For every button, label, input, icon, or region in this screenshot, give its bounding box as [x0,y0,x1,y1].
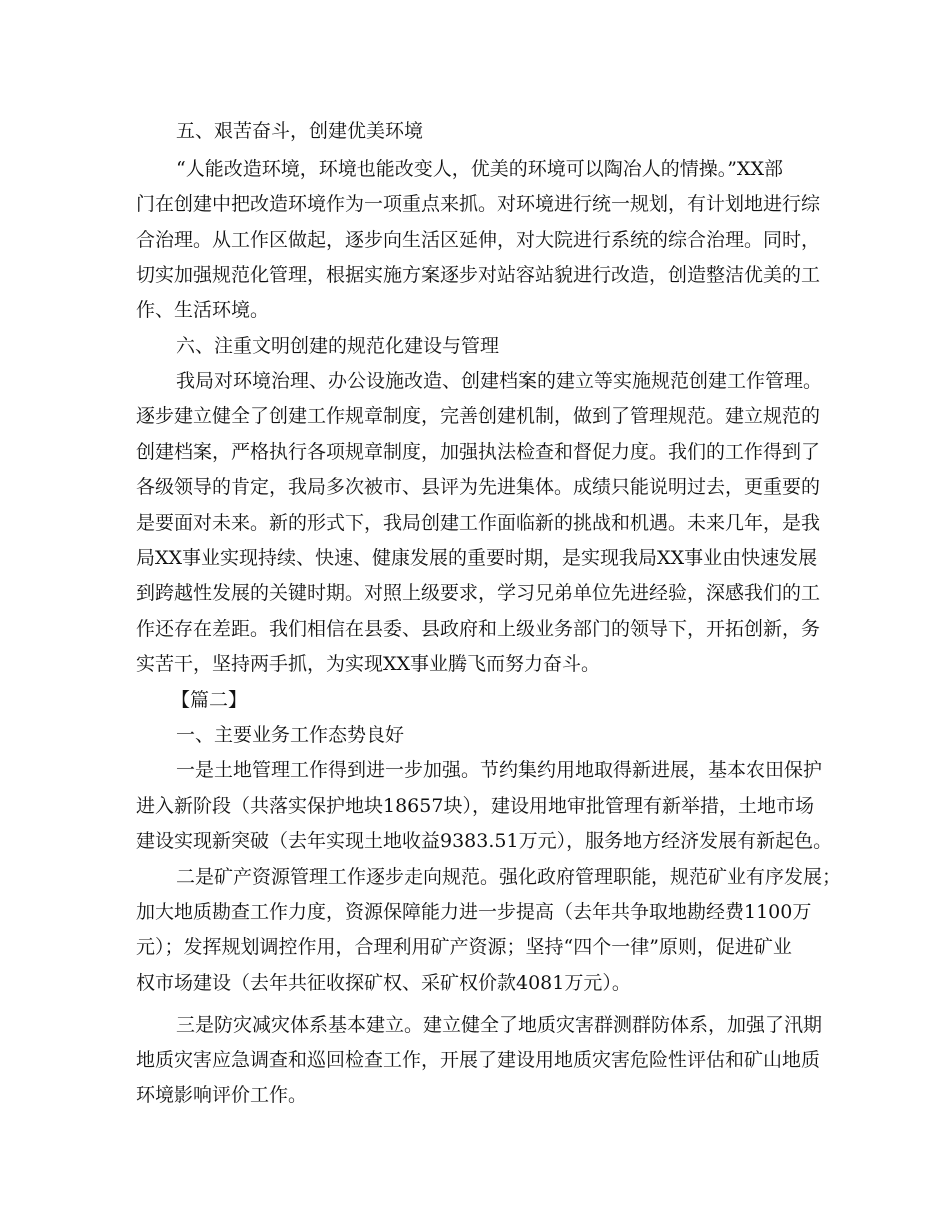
paragraph-line: 到跨越性发展的关键时期。对照上级要求，学习兄弟单位先进经验，深感我们的工 [136,582,821,604]
paragraph-line: 门在创建中把改造环境作为一项重点来抓。对环境进行统一规划，有计划地进行综 [136,193,821,215]
paragraph-line: 实苦干，坚持两手抓，为实现XX事业腾飞而努力奋斗。 [136,653,601,675]
paragraph-line: 二是矿产资源管理工作逐步走向规范。强化政府管理职能，规范矿业有序发展； [176,866,842,888]
paragraph-line: 局XX事业实现持续、快速、健康发展的重要时期，是实现我局XX事业由快速发展 [136,547,818,569]
section-heading: 六、注重文明创建的规范化建设与管理 [176,335,500,357]
paragraph-line: 进入新阶段（共落实保护地块18657块），建设用地审批管理有新举措，土地市场 [136,795,814,817]
paragraph-line: 我局对环境治理、办公设施改造、创建档案的建立等实施规范创建工作管理。 [176,370,823,392]
paragraph-line: “人能改造环境，环境也能改变人，优美的环境可以陶冶人的情操。”XX部 [176,158,783,180]
paragraph-line: 元）；发挥规划调控作用，合理利用矿产资源；坚持“四个一律”原则，促进矿业 [136,936,792,958]
paragraph-line: 作、生活环境。 [136,299,270,321]
section-heading: 一、主要业务工作态势良好 [176,724,405,746]
paragraph-line: 创建档案，严格执行各项规章制度，加强执法检查和督促力度。我们的工作得到了 [136,441,821,463]
paragraph-line: 三是防灾减灾体系基本建立。建立健全了地质灾害群测群防体系，加强了汛期 [176,1014,823,1036]
paragraph-line: 各级领导的肯定，我局多次被市、县评为先进集体。成绩只能说明过去，更重要的 [136,476,821,498]
section-heading: 五、艰苦奋斗，创建优美环境 [176,120,424,142]
paragraph-line: 作还存在差距。我们相信在县委、县政府和上级业务部门的领导下，开拓创新，务 [136,618,821,640]
paragraph-line: 地质灾害应急调查和巡回检查工作，开展了建设用地质灾害危险性评估和矿山地质 [136,1049,821,1071]
paragraph-line: 建设实现新突破（去年实现土地收益9383.51万元），服务地方经济发展有新起色。 [136,830,833,852]
paragraph-line: 切实加强规范化管理，根据实施方案逐步对站容站貌进行改造，创造整洁优美的工 [136,264,821,286]
paragraph-line: 是要面对未来。新的形式下，我局创建工作面临新的挑战和机遇。未来几年，是我 [136,512,821,534]
paragraph-line: 逐步建立健全了创建工作规章制度，完善创建机制，做到了管理规范。建立规范的 [136,405,821,427]
paragraph-line: 加大地质勘查工作力度，资源保障能力进一步提高（去年共争取地勘经费1100万 [136,901,812,923]
section-heading: 【篇二】 [171,689,248,711]
paragraph-line: 环境影响评价工作。 [136,1084,308,1106]
paragraph-line: 一是土地管理工作得到进一步加强。节约集约用地取得新进展，基本农田保护 [176,759,823,781]
paragraph-line: 合治理。从工作区做起，逐步向生活区延伸，对大院进行系统的综合治理。同时， [136,229,821,251]
paragraph-line: 权市场建设（去年共征收探矿权、采矿权价款4081万元）。 [136,972,631,994]
